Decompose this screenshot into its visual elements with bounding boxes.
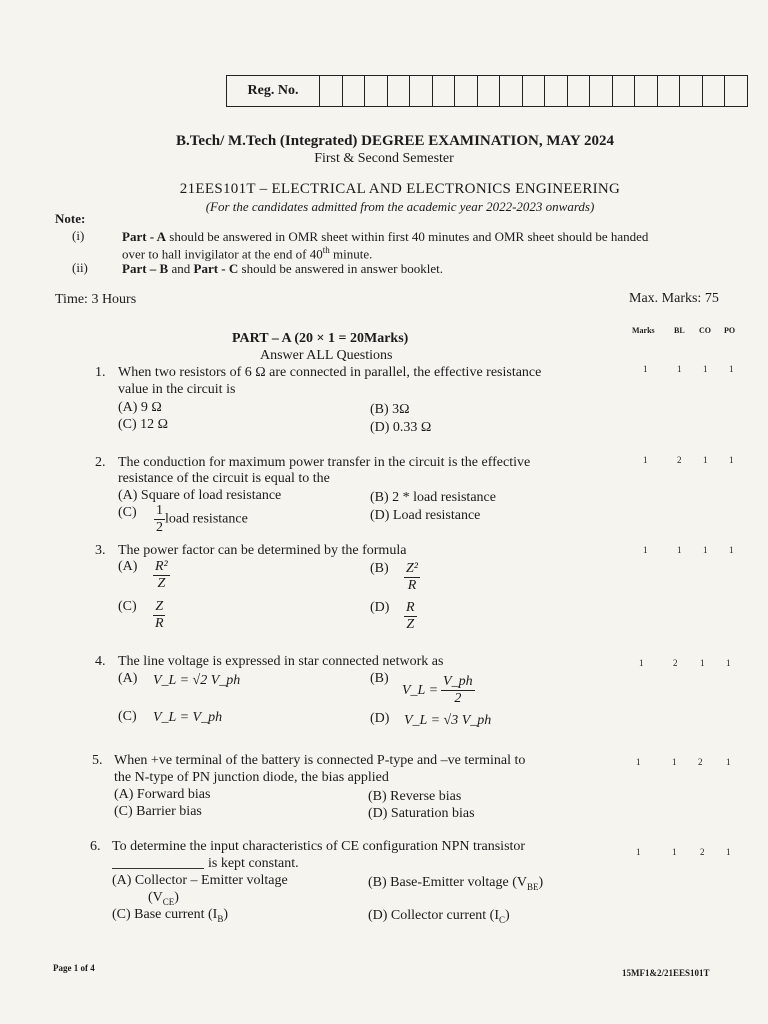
reg-cell[interactable] [703, 76, 726, 106]
note-ii-line: Part – B and Part - C should be answered in answer booklet. [122, 261, 443, 276]
q1-po: 1 [729, 364, 734, 374]
exam-duration: Time: 3 Hours [55, 292, 137, 307]
q5-po: 1 [726, 757, 731, 767]
reg-cell[interactable] [410, 76, 433, 106]
q5-option-c: (C) Barrier bias [114, 804, 202, 819]
q2-po: 1 [729, 455, 734, 465]
q1-option-c: (C) 12 Ω [118, 417, 169, 432]
q5-text-line1: When +ve terminal of the battery is connected P-type and –ve terminal to [114, 753, 526, 768]
q1-text-line1: When two resistors of 6 Ω are connected in parallel, the effective resistance [118, 365, 542, 380]
admission-note: (For the candidates admitted from the academic year 2022-2023 onwards) [205, 199, 595, 214]
reg-cell[interactable] [523, 76, 546, 106]
q1-bl: 1 [677, 364, 682, 374]
q3-option-a-label: (A) [118, 559, 138, 574]
q6-option-a: (A) Collector – Emitter voltage [112, 873, 288, 888]
q4-marks: 1 [639, 658, 644, 668]
q4-option-a-label: (A) [118, 671, 138, 686]
q3-option-d-label: (D) [370, 600, 390, 615]
note-i-line1: Part - A should be answered in OMR sheet within first 40 minutes and OMR sheet should be handed [122, 229, 649, 244]
q4-text-line1: The line voltage is expressed in star connected network as [118, 654, 444, 669]
course-title: 21EES101T – ELECTRICAL AND ELECTRONICS ENGINEERING [179, 181, 621, 197]
q4-option-a: V_L = √2 V_ph [153, 673, 241, 688]
q6-number: 6. [90, 839, 101, 854]
q3-option-c: $\frac{Z}{R}$ [155, 599, 164, 631]
q6-option-c: (C) Base current $(I_B)$ [112, 907, 229, 924]
q2-number: 2. [95, 455, 106, 470]
reg-cell[interactable] [388, 76, 411, 106]
q5-bl: 1 [672, 757, 677, 767]
reg-cell[interactable] [433, 76, 456, 106]
reg-cell[interactable] [590, 76, 613, 106]
q3-option-d: $\frac{R}{Z}$ [406, 600, 415, 632]
q6-marks: 1 [636, 847, 641, 857]
part-a-subtitle: Answer ALL Questions [260, 348, 393, 363]
reg-cell[interactable] [500, 76, 523, 106]
q5-option-d: (D) Saturation bias [368, 806, 475, 821]
q1-number: 1. [95, 365, 106, 380]
col-marks: Marks [632, 326, 655, 335]
note-i-number: (i) [72, 228, 85, 243]
q3-bl: 1 [677, 545, 682, 555]
reg-cell[interactable] [725, 76, 747, 106]
reg-no-label: Reg. No. [227, 76, 320, 106]
q4-option-b-label: (B) [370, 671, 389, 686]
reg-cell[interactable] [545, 76, 568, 106]
q2-option-c: $\frac{1}{2}$ load resistance [156, 503, 248, 535]
reg-cell[interactable] [635, 76, 658, 106]
q2-option-b: (B) 2 * load resistance [370, 490, 496, 505]
max-marks: Max. Marks: 75 [629, 291, 719, 306]
q3-option-b-label: (B) [370, 561, 389, 576]
q3-co: 1 [703, 545, 708, 555]
reg-cell[interactable] [365, 76, 388, 106]
q2-marks: 1 [643, 455, 648, 465]
q1-co: 1 [703, 364, 708, 374]
q3-option-c-label: (C) [118, 599, 137, 614]
q4-co: 1 [700, 658, 705, 668]
q6-co: 2 [700, 847, 705, 857]
q2-text-line2: resistance of the circuit is equal to the [118, 471, 330, 486]
part-a-title: PART – A (20 × 1 = 20Marks) [232, 331, 409, 346]
reg-cell[interactable] [658, 76, 681, 106]
q1-marks: 1 [643, 364, 648, 374]
q4-option-d: V_L = √3 V_ph [404, 713, 492, 728]
q1-text-line2: value in the circuit is [118, 382, 236, 397]
q6-text-line1: To determine the input characteristics of CE configuration NPN transistor [112, 839, 526, 854]
reg-cell[interactable] [680, 76, 703, 106]
q6-option-b: (B) Base-Emitter voltage $(V_{BE})$ [368, 875, 544, 892]
q5-text-line2: the N-type of PN junction diode, the bias applied [114, 770, 389, 785]
q2-option-c-label: (C) [118, 505, 137, 520]
q1-option-a: (A) 9 Ω [118, 400, 162, 415]
q5-co: 2 [698, 757, 703, 767]
q4-number: 4. [95, 654, 106, 669]
q2-option-d: (D) Load resistance [370, 508, 481, 523]
q3-option-a: $\frac{\text{R²}}{Z}$ [155, 559, 168, 591]
q6-blank [112, 868, 204, 869]
note-i-line2: over to hall invigilator at the end of 40th minute. [122, 245, 373, 262]
reg-cell[interactable] [343, 76, 366, 106]
q2-co: 1 [703, 455, 708, 465]
q2-bl: 2 [677, 455, 682, 465]
reg-no-box [226, 75, 748, 107]
reg-cell[interactable] [568, 76, 591, 106]
col-bl: BL [674, 326, 685, 335]
q6-bl: 1 [672, 847, 677, 857]
page-number: Page 1 of 4 [53, 963, 95, 973]
exam-title: B.Tech/ M.Tech (Integrated) DEGREE EXAMINATION, MAY 2024 [176, 133, 614, 149]
q2-option-a: (A) Square of load resistance [118, 488, 282, 503]
q5-number: 5. [92, 753, 103, 768]
q4-option-b: V_L = $\frac{V\_ph}{2}$ [402, 674, 473, 706]
q3-po: 1 [729, 545, 734, 555]
q6-option-d: (D) Collector current $(I_C)$ [368, 908, 510, 925]
q3-marks: 1 [643, 545, 648, 555]
note-ii-number: (ii) [72, 260, 88, 275]
q2-text-line1: The conduction for maximum power transfer in the circuit is the effective [118, 455, 531, 470]
reg-cell[interactable] [478, 76, 501, 106]
col-co: CO [699, 326, 711, 335]
q4-option-d-label: (D) [370, 711, 390, 726]
paper-code: 15MF1&2/21EES101T [622, 968, 710, 978]
q3-option-b: $\frac{\text{Z²}}{R}$ [406, 561, 418, 593]
reg-cell[interactable] [455, 76, 478, 106]
q6-text-line2: is kept constant. [208, 856, 299, 871]
q1-option-d: (D) 0.33 Ω [370, 420, 432, 435]
semester: First & Second Semester [314, 151, 454, 166]
q3-number: 3. [95, 543, 106, 558]
q6-option-a-cont: $(V_{CE})$ [148, 890, 179, 907]
q5-option-b: (B) Reverse bias [368, 789, 462, 804]
q4-option-c: V_L = V_ph [153, 710, 223, 725]
q6-po: 1 [726, 847, 731, 857]
reg-cell[interactable] [320, 76, 343, 106]
q3-text-line1: The power factor can be determined by the formula [118, 543, 407, 558]
q5-option-a: (A) Forward bias [114, 787, 211, 802]
col-po: PO [724, 326, 736, 335]
note-title: Note: [55, 211, 86, 226]
reg-cell[interactable] [613, 76, 636, 106]
q1-option-b: (B) 3Ω [370, 402, 410, 417]
q5-marks: 1 [636, 757, 641, 767]
q4-bl: 2 [673, 658, 678, 668]
q4-option-c-label: (C) [118, 709, 137, 724]
q4-po: 1 [726, 658, 731, 668]
